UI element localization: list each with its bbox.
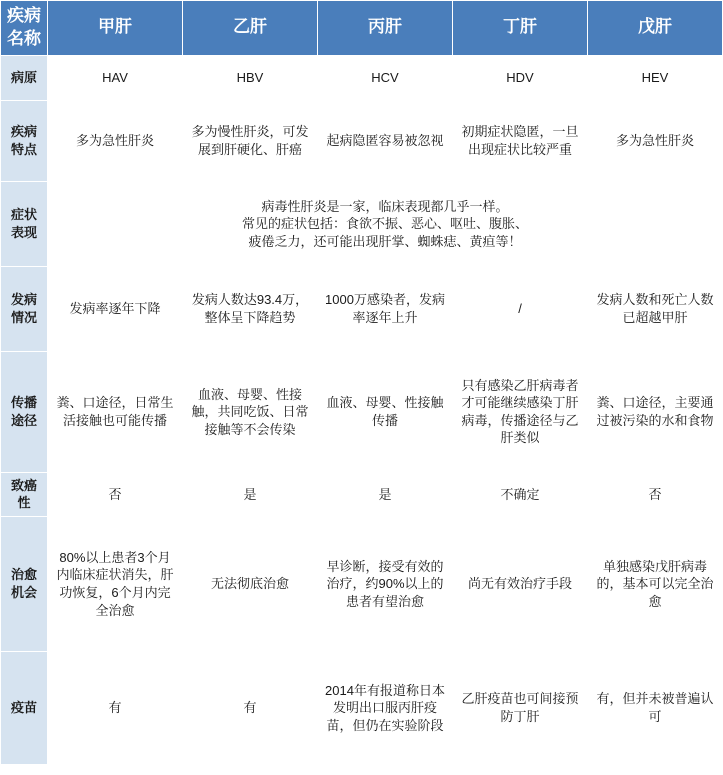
header-cell-hep-a: 甲肝 [48,1,183,56]
cell-transmission-hep-a: 粪、口途径，日常生活接触也可能传播 [48,351,183,472]
row-label-cure-chance: 治愈机会 [1,516,48,651]
header-cell-disease-name: 疾病名称 [1,1,48,56]
cell-vaccine-hep-b: 有 [183,651,318,764]
cell-transmission-hep-e: 粪、口途径，主要通过被污染的水和食物 [588,351,723,472]
symptom-line-3: 疲倦乏力，还可能出现肝掌、蜘蛛痣、黄疸等！ [248,233,522,249]
cell-incidence-hep-d: / [453,266,588,351]
header-cell-hep-c: 丙肝 [318,1,453,56]
cell-pathogen-hep-c: HCV [318,55,453,100]
cell-incidence-hep-b: 发病人数达93.4万，整体呈下降趋势 [183,266,318,351]
cell-incidence-hep-e: 发病人数和死亡人数已超越甲肝 [588,266,723,351]
cell-symptoms-all [48,181,723,266]
cell-vaccine-hep-d: 乙肝疫苗也可间接预防丁肝 [453,651,588,764]
cell-cure-hep-a: 80%以上患者3个月内临床症状消失，肝功恢复，6个月内完全治愈 [48,516,183,651]
cell-pathogen-hep-b: HBV [183,55,318,100]
row-label-vaccine: 疫苗 [1,651,48,764]
row-label-transmission: 传播途径 [1,351,48,472]
table-header-row [1,1,723,56]
table-row-features [1,100,723,181]
cell-vaccine-hep-a: 有 [48,651,183,764]
table-row-symptoms [1,181,723,266]
cell-cure-hep-d: 尚无有效治疗手段 [453,516,588,651]
cell-pathogen-hep-d: HDV [453,55,588,100]
cell-cure-hep-e: 单独感染戊肝病毒的，基本可以完全治愈 [588,516,723,651]
cell-carcinogenicity-hep-e: 否 [588,472,723,516]
symptom-line-1: 病毒性肝炎是一家，临床表现都几乎一样。 [261,198,509,214]
cell-pathogen-hep-a: HAV [48,55,183,100]
cell-pathogen-hep-e: HEV [588,55,723,100]
table-row-transmission [1,351,723,472]
table-row-pathogen [1,55,723,100]
table-row-vaccine [1,651,723,764]
cell-transmission-hep-b: 血液、母婴、性接触，共同吃饭、日常接触等不会传染 [183,351,318,472]
cell-carcinogenicity-hep-d: 不确定 [453,472,588,516]
symptom-line-2: 常见的症状包括：食欲不振、恶心、呕吐、腹胀、 [241,216,528,232]
cell-transmission-hep-c: 血液、母婴、性接触传播 [318,351,453,472]
cell-features-hep-d: 初期症状隐匿，一旦出现症状比较严重 [453,100,588,181]
cell-vaccine-hep-c: 2014年有报道称日本发明出口服丙肝疫苗，但仍在实验阶段 [318,651,453,764]
cell-carcinogenicity-hep-c: 是 [318,472,453,516]
cell-cure-hep-c: 早诊断，接受有效的治疗，约90%以上的患者有望治愈 [318,516,453,651]
row-label-carcinogenicity: 致癌性 [1,472,48,516]
row-label-pathogen: 病原 [1,55,48,100]
table-row-cure-chance [1,516,723,651]
header-cell-hep-d: 丁肝 [453,1,588,56]
row-label-incidence: 发病情况 [1,266,48,351]
header-cell-hep-b: 乙肝 [183,1,318,56]
row-label-symptoms: 症状表现 [1,181,48,266]
cell-features-hep-b: 多为慢性肝炎，可发展到肝硬化、肝癌 [183,100,318,181]
cell-vaccine-hep-e: 有，但并未被普遍认可 [588,651,723,764]
header-cell-hep-e: 戊肝 [588,1,723,56]
cell-carcinogenicity-hep-b: 是 [183,472,318,516]
row-label-features: 疾病特点 [1,100,48,181]
cell-transmission-hep-d: 只有感染乙肝病毒者才可能继续感染丁肝病毒，传播途径与乙肝类似 [453,351,588,472]
table-row-incidence [1,266,723,351]
cell-incidence-hep-c: 1000万感染者，发病率逐年上升 [318,266,453,351]
cell-cure-hep-b: 无法彻底治愈 [183,516,318,651]
cell-incidence-hep-a: 发病率逐年下降 [48,266,183,351]
table-row-carcinogenicity [1,472,723,516]
cell-features-hep-c: 起病隐匿容易被忽视 [318,100,453,181]
cell-features-hep-e: 多为急性肝炎 [588,100,723,181]
cell-features-hep-a: 多为急性肝炎 [48,100,183,181]
cell-carcinogenicity-hep-a: 否 [48,472,183,516]
